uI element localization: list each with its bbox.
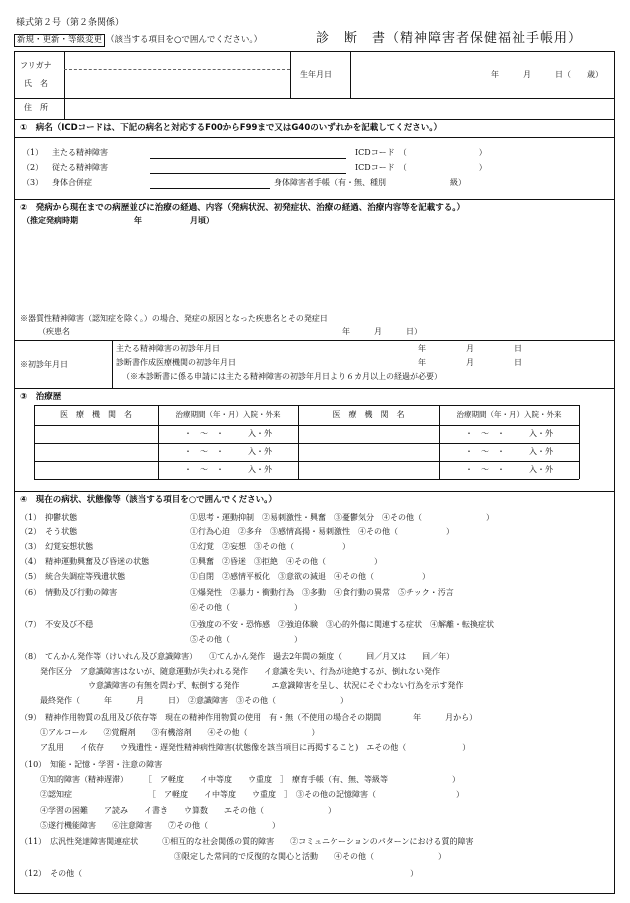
divider — [350, 51, 351, 98]
diag-label-1: 主たる精神障害 — [52, 148, 108, 157]
organic-note: ※器質性精神障害（認知症を除く。）の場合、発症の原因となった疾患名とその発症日 — [20, 314, 328, 323]
period-cell[interactable]: ・ ～ ・ 入・外 — [184, 447, 272, 456]
diag-line-3[interactable] — [150, 188, 270, 189]
instruction-note: （該当する項目を○で囲んでください。） — [106, 35, 263, 45]
sec3-title: ③ 治療歴 — [20, 392, 62, 402]
table-border — [34, 479, 579, 480]
executive-dysfunction[interactable]: ⑤遂行機能障害 ⑥注意障害 ⑦その他（ ） — [40, 821, 280, 830]
divider — [14, 340, 615, 341]
table-border — [579, 405, 580, 479]
intellectual-disability[interactable]: ①知的障害（精神遅滞） ［ ア軽度 イ中等度 ウ重度 ］ 療育手帳（有、無、等級等 ） — [40, 775, 460, 784]
divider — [290, 51, 291, 98]
table-border — [34, 425, 579, 426]
address-label: 住 所 — [24, 103, 48, 112]
status-label: （7） 不安及び不穏 — [20, 620, 94, 629]
diag-no-3: （3） — [22, 178, 44, 187]
table-border — [34, 405, 579, 406]
disease-name[interactable]: （疾患名 — [38, 327, 70, 336]
col-period-2: 治療期間（年・月）入院・外来 — [456, 410, 562, 419]
application-type-stamp[interactable]: 新規・更新・等級変更 — [14, 34, 105, 47]
col-period-1: 治療期間（年・月）入院・外来 — [175, 410, 281, 419]
learning-difficulty[interactable]: ④学習の困難 ア読み イ書き ウ算数 エその他（ ） — [40, 806, 336, 815]
table-border — [34, 461, 579, 462]
divider — [14, 98, 615, 99]
status-options[interactable]: ⑤その他（ ） — [190, 635, 302, 644]
substance-options[interactable]: ①アルコール ②覚醒剤 ③有機溶剤 ④その他（ ） — [40, 728, 320, 737]
diag-line-2[interactable] — [150, 173, 346, 174]
diag-no-1: （1） — [22, 148, 44, 157]
status-label: （6） 情動及び行動の障害 — [20, 588, 118, 597]
status-options[interactable]: ①強度の不安・恐怖感 ②強迫体験 ③心的外傷に関連する症状 ④解離・転換症状 — [190, 620, 494, 629]
divider — [64, 51, 65, 119]
epilepsy-type-2[interactable]: ウ意識障害の有無を問わず、転倒する発作 エ意識障害を呈し、状況にそぐわない行為を示す発作 — [88, 681, 464, 690]
sec1-title: ① 病名（ICDコードは、下記の病名と対応するF00からF99まで又はG40のいずれかを記載してください。） — [20, 123, 442, 133]
status-options[interactable]: ①興奮 ②昏迷 ③拒絶 ④その他（ ） — [190, 557, 382, 566]
last-seizure[interactable]: 最終発作（ 年 月 日） ②意識障害 ③その他（ ） — [40, 696, 348, 705]
dob-label: 生年月日 — [300, 70, 332, 79]
fv-main-date[interactable]: 年 月 日 — [418, 344, 522, 353]
divider — [14, 119, 615, 120]
substance-title[interactable]: （9） 精神作用物質の乱用及び依存等 現在の精神作用物質の使用 有・無（不使用の場合その期間 年 月から） — [20, 713, 478, 722]
sec2-title: ② 発病から現在までの病歴並びに治療の経過、内容（発病状況、初発症状、治療の経過、治療内容等を記載する。） — [20, 203, 465, 213]
other-field[interactable]: （12） その他（ ） — [20, 869, 419, 878]
status-label: （3） 幻覚妄想状態 — [20, 542, 94, 551]
status-label: （1） 抑鬱状態 — [20, 513, 78, 522]
status-label: （4） 精神運動興奮及び昏迷の状態 — [20, 557, 150, 566]
form-number: 様式第２号（第２条関係） — [16, 18, 125, 28]
status-options[interactable]: ①爆発性 ②暴力・衝動行為 ③多動 ④食行動の異常 ⑤チック・汚言 — [190, 588, 454, 597]
epilepsy-type-1[interactable]: 発作区分 ア意識障害はないが、随意運動が失われる発作 イ意識を失い、行為が途絶するが、倒れない発作 — [40, 667, 440, 676]
disease-date[interactable]: 年 月 日） — [342, 327, 422, 336]
table-border — [34, 443, 579, 444]
sec4-title: ④ 現在の病状、状態像等（該当する項目を○で囲んでください。） — [20, 495, 277, 505]
diag-label-2: 従たる精神障害 — [52, 163, 108, 172]
divider — [14, 388, 615, 389]
divider — [112, 340, 113, 388]
period-cell[interactable]: ・ ～ ・ 入・外 — [184, 429, 272, 438]
dementia[interactable]: ②認知症 ［ ア軽度 イ中等度 ウ重度 ］ ③その他の記憶障害（ ） — [40, 790, 464, 799]
status-options[interactable]: ⑥その他（ ） — [190, 603, 302, 612]
status-options[interactable]: ①幻覚 ②妄想 ③その他（ ） — [190, 542, 350, 551]
divider — [14, 491, 615, 492]
status-options[interactable]: ①行為心迫 ②多弁 ③感情高揚・易刺激性 ④その他（ ） — [190, 527, 454, 536]
diag-no-2: （2） — [22, 163, 44, 172]
disability-cert[interactable]: 身体障害者手帳（有・無、種別 級） — [274, 178, 466, 187]
page-title: 診 断 書（精神障害者保健福祉手帳用） — [316, 31, 583, 46]
fv-hospital-date[interactable]: 年 月 日 — [418, 358, 522, 367]
status-label: （2） そう状態 — [20, 527, 78, 536]
fv-main-label: 主たる精神障害の初診年月日 — [116, 344, 220, 353]
icd-code-2[interactable]: ICDコード （ ） — [355, 163, 487, 172]
epilepsy-title[interactable]: （8） てんかん発作等（けいれん及び意識障害） ①てんかん発作 過去2年間の頻度（ 回／月又は 回／年） — [20, 652, 455, 661]
col-hospital-1: 医 療 機 関 名 — [60, 410, 132, 419]
period-cell[interactable]: ・ ～ ・ 入・外 — [465, 429, 553, 438]
fv-note: （※本診断書に係る申請には主たる精神障害の初診年月日より６カ月以上の経過が必要） — [122, 372, 442, 381]
first-visit-label: ※初診年月日 — [20, 360, 68, 369]
furigana-divider — [64, 69, 290, 70]
name-label: 氏 名 — [24, 79, 48, 88]
cognition-title: （10） 知能・記憶・学習・注意の障害 — [20, 760, 163, 769]
period-cell[interactable]: ・ ～ ・ 入・外 — [465, 447, 553, 456]
fv-hospital-label: 診断書作成医療機関の初診年月日 — [116, 358, 236, 367]
diag-line-1[interactable] — [150, 158, 346, 159]
substance-types[interactable]: ア乱用 イ依存 ウ残遺性・遅発性精神病性障害(状態像を該当項目に再掲すること) エその他（ ） — [40, 743, 471, 752]
period-cell[interactable]: ・ ～ ・ 入・外 — [184, 465, 272, 474]
status-options[interactable]: ①思考・運動抑制 ②易刺激性・興奮 ③憂鬱気分 ④その他（ ） — [190, 513, 494, 522]
developmental-options[interactable]: ③限定した常同的で反復的な関心と活動 ④その他（ ） — [174, 852, 446, 861]
status-options[interactable]: ①自閉 ②感情平板化 ③意欲の減退 ④その他（ ） — [190, 572, 430, 581]
col-hospital-2: 医 療 機 関 名 — [332, 410, 405, 419]
onset-period[interactable]: （推定発病時期 年 月頃） — [22, 216, 214, 225]
status-label: （5） 統合失調症等残遺状態 — [20, 572, 126, 581]
developmental-title[interactable]: （11） 広汎性発達障害関連症状 ①相互的な社会関係の質的障害 ②コミュニケーションのパターンにおける質的障害 — [20, 837, 474, 846]
divider — [14, 137, 615, 138]
divider — [14, 199, 615, 200]
icd-code-1[interactable]: ICDコード （ ） — [355, 148, 487, 157]
furigana-label: フリガナ — [20, 61, 52, 70]
period-cell[interactable]: ・ ～ ・ 入・外 — [465, 465, 553, 474]
diag-label-3: 身体合併症 — [52, 178, 92, 187]
dob-value[interactable]: 年 月 日（ 歳） — [491, 70, 603, 79]
